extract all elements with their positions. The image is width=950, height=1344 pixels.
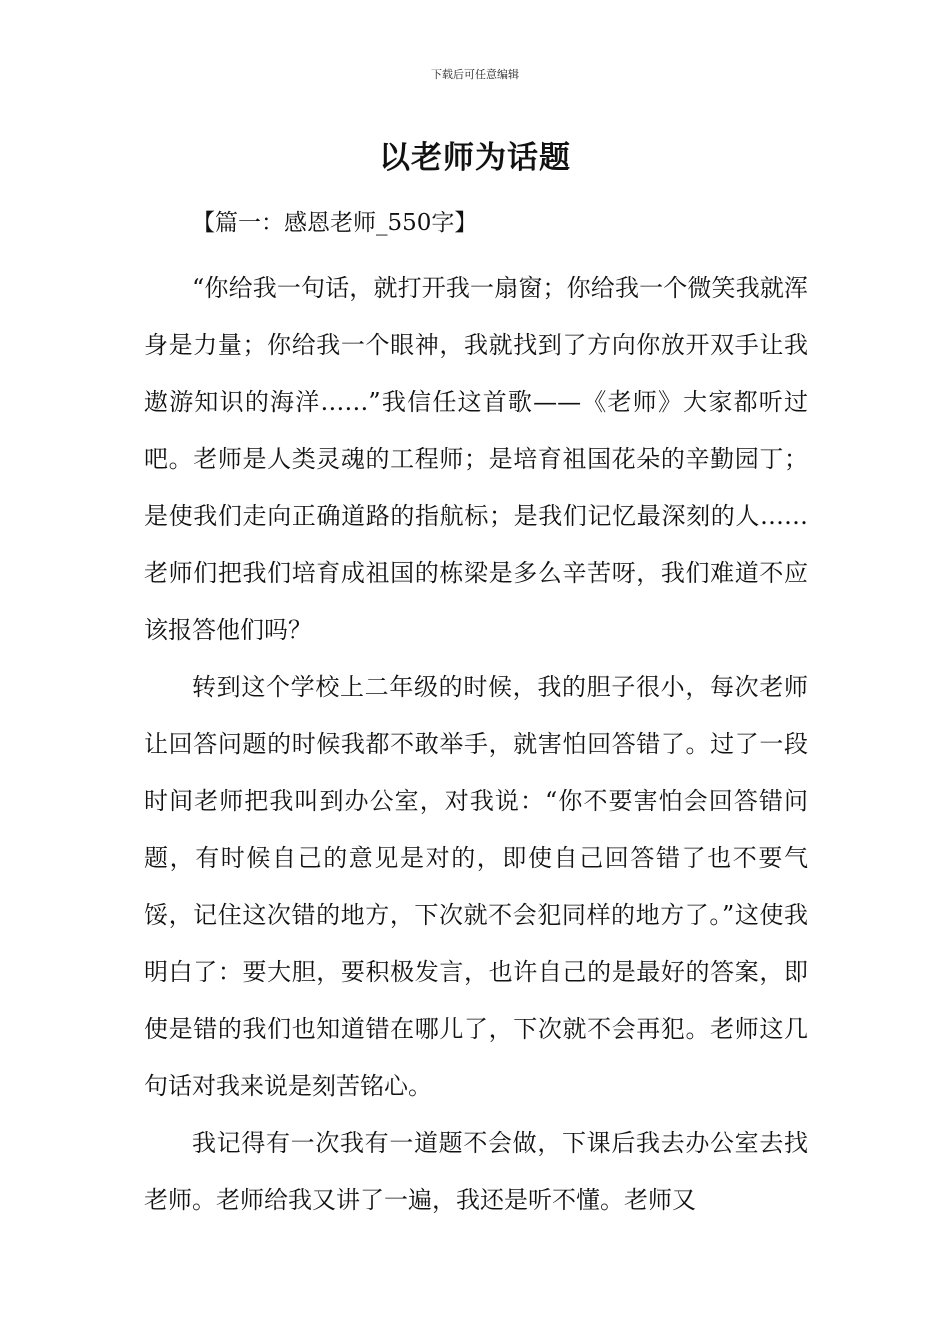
header-note: 下载后可任意编辑 [431, 68, 519, 81]
paragraph: 转到这个学校上二年级的时候，我的胆子很小，每次老师让回答问题的时候我都不敢举手，就害怕回答错了。过了一段时间老师把我叫到办公室，对我说：“你不要害怕会回答错问题，有时候自己的意见是对的，即使自己回答错了也不要气馁，记住这次错的地方，下次就不会犯同样的地方了。”这使我明白了：要大胆，要积极发言，也许自己的是最好的答案，即使是错的我们也知道错在哪儿了，下次就不会再犯。老师这几句话对我来说是刻苦铭心。 [144, 673, 808, 1100]
document-title: 以老师为话题 [379, 140, 571, 176]
section-heading: 【篇一：感恩老师_550字】 [192, 210, 478, 236]
document-body [144, 260, 808, 1229]
paragraph: “你给我一句话，就打开我一扇窗；你给我一个微笑我就浑身是力量；你给我一个眼神，我就找到了方向你放开双手让我遨游知识的海洋……”我信任这首歌——《老师》大家都听过吧。老师是人类灵魂的工程师；是培育祖国花朵的辛勤园丁；是使我们走向正确道路的指航标；是我们记忆最深刻的人……老师们把我们培育成祖国的栋梁是多么辛苦呀，我们难道不应该报答他们吗？ [144, 274, 808, 644]
paragraph: 我记得有一次我有一道题不会做，下课后我去办公室去找老师。老师给我又讲了一遍，我还是听不懂。老师又 [144, 1129, 808, 1214]
